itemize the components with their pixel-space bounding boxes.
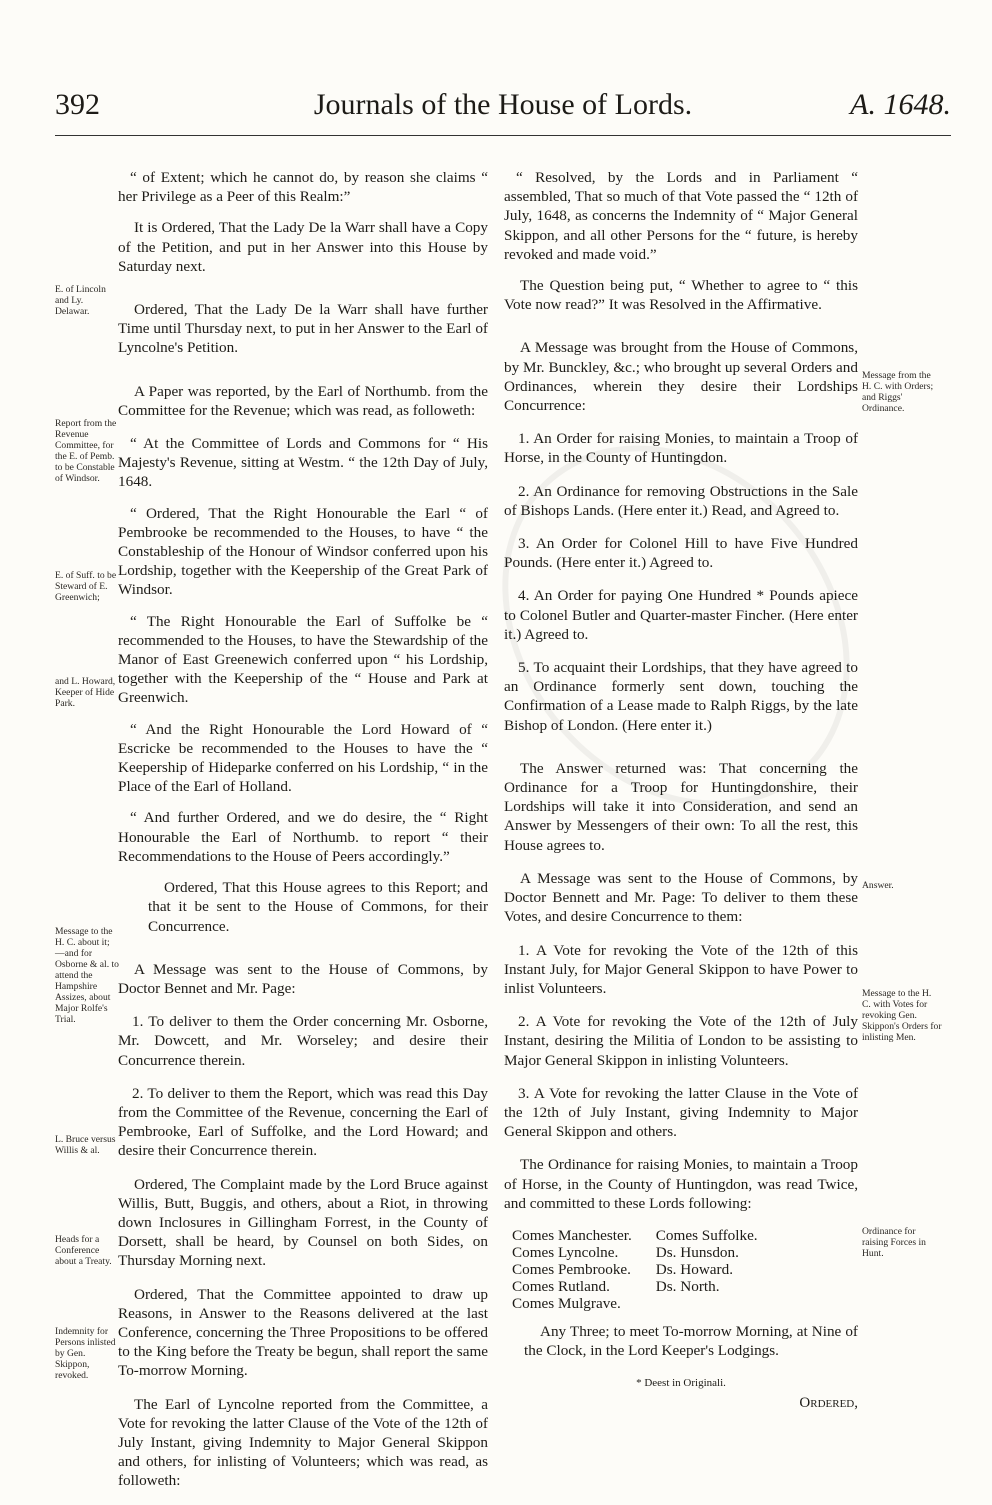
paragraph: Ordered, That this House agrees to this Report; and that it be sent to the House of Commons, for their Concurrence. [148,879,488,935]
paragraph: The Ordinance for raising Monies, to maintain a Troop of Horse, in the County of Huntingdon, was read Twice, and committed to these Lords following: [504,1156,858,1212]
lord-name: Comes Suffolke. [655,1226,758,1244]
paragraph: Ordered, That the Committee appointed to draw up Reasons, in Answer to the Reasons delivered at the last Conference, concerning the Three Propositions to be offered to the King before the Treaty be begun, shall report the same To-morrow Morning. [118,1285,488,1380]
list-item: 2. A Vote for revoking the Vote of the 12th of July Instant, desiring the Militia of London to be assisting to Major General Skippon in inlisting Volunteers. [504,1013,858,1069]
paragraph: Any Three; to meet To-morrow Morning, at Nine of the Clock, in the Lord Keeper's Lodgings. [524,1322,858,1360]
lords-list [512,1227,858,1312]
footnote: * Deest in Originali. [636,1377,726,1390]
list-item: 1. To deliver to them the Order concerning Mr. Osborne, Mr. Dowcett, and Mr. Worseley; and desire their Concurrence therein. [118,1013,488,1069]
margin-note: Message to the H. C. with Votes for revoking Gen. Skippon's Orders for inlisting Men. [862,988,942,1043]
margin-note: E. of Lincoln and Ly. Delawar. [55,284,106,317]
paragraph: The Answer returned was: That concerning the Ordinance for a Troop for Huntingdonshire, their Lordships will take it into Consideration, and send an Answer by Messengers of their own: To all the rest, this House agrees to. [504,759,858,854]
margin-note: Report from the Revenue Committee, for the E. of Pemb. to be Constable of Windsor. [55,418,117,484]
journal-year: A. 1648. [850,88,951,121]
margin-note: Heads for a Conference about a Treaty. [55,1234,112,1267]
catchword: Ordered, [799,1394,858,1411]
list-item: 3. An Order for Colonel Hill to have Five Hundred Pounds. (Here enter it.) Agreed to. [504,535,858,572]
paragraph: A Message was sent to the House of Commons, by Doctor Bennett and Mr. Page: To deliver to them these Votes, and desire Concurrence to them: [504,869,858,926]
list-item: 2. An Ordinance for removing Obstructions in the Sale of Bishops Lands. (Here enter it.) Read, and Agreed to. [504,482,858,519]
margin-note: Answer. [862,880,894,891]
lord-name: Comes Lyncolne. [512,1243,619,1261]
page-number: 392 [55,88,100,121]
lord-name: Ds. North. [655,1277,720,1295]
right-column [504,168,858,1413]
lord-name: Comes Manchester. [512,1226,632,1244]
lord-name: Comes Mulgrave. [512,1294,621,1312]
lords-list-col1 [512,1227,632,1312]
paragraph: A Message was brought from the House of Commons, by Mr. Bunckley, &c.; who brought up several Orders and Ordinances, wherein they desire their Lordships Concurrence: [504,339,858,415]
running-header [55,88,951,132]
left-column [118,168,488,1505]
paragraph: “ Resolved, by the Lords and in Parliament “ assembled, That so much of that Vote passed the “ 12th of July, 1648, as concerns the Indemnity of “ Major General Skippon, and all other Persons for the “ future, is hereby revoked and made void.” [504,169,858,263]
paragraph: “ Ordered, That the Right Honourable the Earl “ of Pembrooke be recommended to the Houses, to have “ the Constableship of the Honour of Windsor conferred upon his Lordship, together with the Keepership of the Great Park of Windsor. [118,504,488,599]
list-item: 1. A Vote for revoking the Vote of the 12th of this Instant July, for Major General Skippon to have Power to inlist Volunteers. [504,941,858,997]
paragraph: “ At the Committee of Lords and Commons for “ His Majesty's Revenue, sitting at Westm. “ the 12th Day of July, 1648. [118,435,488,491]
margin-note: Indemnity for Persons inlisted by Gen. Skippon, revoked. [55,1326,116,1381]
paragraph: “ of Extent; which he cannot do, by reason she claims “ her Privilege as a Peer of this Realm:” [118,169,488,206]
margin-note: Message from the H. C. with Orders; and Riggs' Ordinance. [862,370,934,414]
list-item: 4. An Order for paying One Hundred * Pounds apiece to Colonel Butler and Quarter-master Fincher. (Here enter it.) Agreed to. [504,587,858,643]
paragraph: A Paper was reported, by the Earl of Northumb. from the Committee for the Revenue; which was read, as followeth: [118,382,488,419]
list-item: 2. To deliver to them the Report, which was read this Day from the Committee of the Revenue, concerning the Earl of Pembrooke, Earl of Suffolke, and the Lord Howard; and desire their Concurrence therein. [118,1084,488,1160]
margin-note: Ordinance for raising Forces in Hunt. [862,1226,926,1259]
margin-note: E. of Suff. to be Steward of E. Greenwich; [55,570,117,603]
paragraph: The Earl of Lyncolne reported from the Committee, a Vote for revoking the latter Clause of the Vote of the 12th of July Instant, giving Indemnity to Major General Skippon and others, for inlisting of Volunteers; which was read, as followeth: [118,1395,488,1490]
paragraph: “ And further Ordered, and we do desire, the “ Right Honourable the Earl of Northumb. to report “ their Recommendations to the House of Peers accordingly.” [118,809,488,865]
list-item: 1. An Order for raising Monies, to maintain a Troop of Horse, in the County of Huntingdon. [504,430,858,467]
lord-name: Comes Pembrooke. [512,1260,631,1278]
paragraph: The Question being put, “ Whether to agree to “ this Vote now read?” It was Resolved in the Affirmative. [504,277,858,314]
margin-note: L. Bruce versus Willis & al. [55,1134,116,1156]
journal-title: Journals of the House of Lords. [313,88,693,121]
lord-name: Ds. Hunsdon. [655,1243,739,1261]
paragraph: It is Ordered, That the Lady De la Warr shall have a Copy of the Petition, and put in her Answer into this House by Saturday next. [118,219,488,275]
margin-note: Message to the H. C. about it;—and for Osborne & al. to attend the Hampshire Assizes, about Major Rolfe's Trial. [55,926,119,1025]
paragraph: Ordered, That the Lady De la Warr shall have further Time until Thursday next, to put in her Answer to the Earl of Lyncolne's Petition. [118,301,488,357]
header-rule [55,135,951,136]
lord-name: Comes Rutland. [512,1277,610,1295]
paragraph: “ The Right Honourable the Earl of Suffolke be “ recommended to the Houses, to have the Stewardship of the Manor of East Greenewich conferred upon “ his Lordship, together with the Keepership of the “ House and Park at Greenwich. [118,612,488,707]
list-item: 3. A Vote for revoking the latter Clause in the Vote of the 12th of July Instant, giving Indemnity to Major General Skippon and others. [504,1084,858,1141]
margin-note: and L. Howard, Keeper of Hide Park. [55,676,116,709]
paragraph: Ordered, The Complaint made by the Lord Bruce against Willis, Butt, Buggis, and others, about a Riot, in throwing down Inclosures in Gillingham Forrest, in the County of Dorsett, shall be heard, by Counsel on both Sides, on Thursday Morning next. [118,1175,488,1270]
list-item: 5. To acquaint their Lordships, that they have agreed to an Ordinance formerly sent down, touching the Confirmation of a Lease made to Ralph Riggs, by the late Bishop of London. (Here enter it.) [504,659,858,734]
paragraph: “ And the Right Honourable the Lord Howard of “ Escricke be recommended to the Houses to have the “ Keepership of Hideparke conferred on his Lordship, “ in the Place of the Earl of Holland. [118,720,488,796]
lords-list-col2 [656,1227,758,1312]
lord-name: Ds. Howard. [655,1260,733,1278]
paragraph: A Message was sent to the House of Commons, by Doctor Bennet and Mr. Page: [118,960,488,997]
